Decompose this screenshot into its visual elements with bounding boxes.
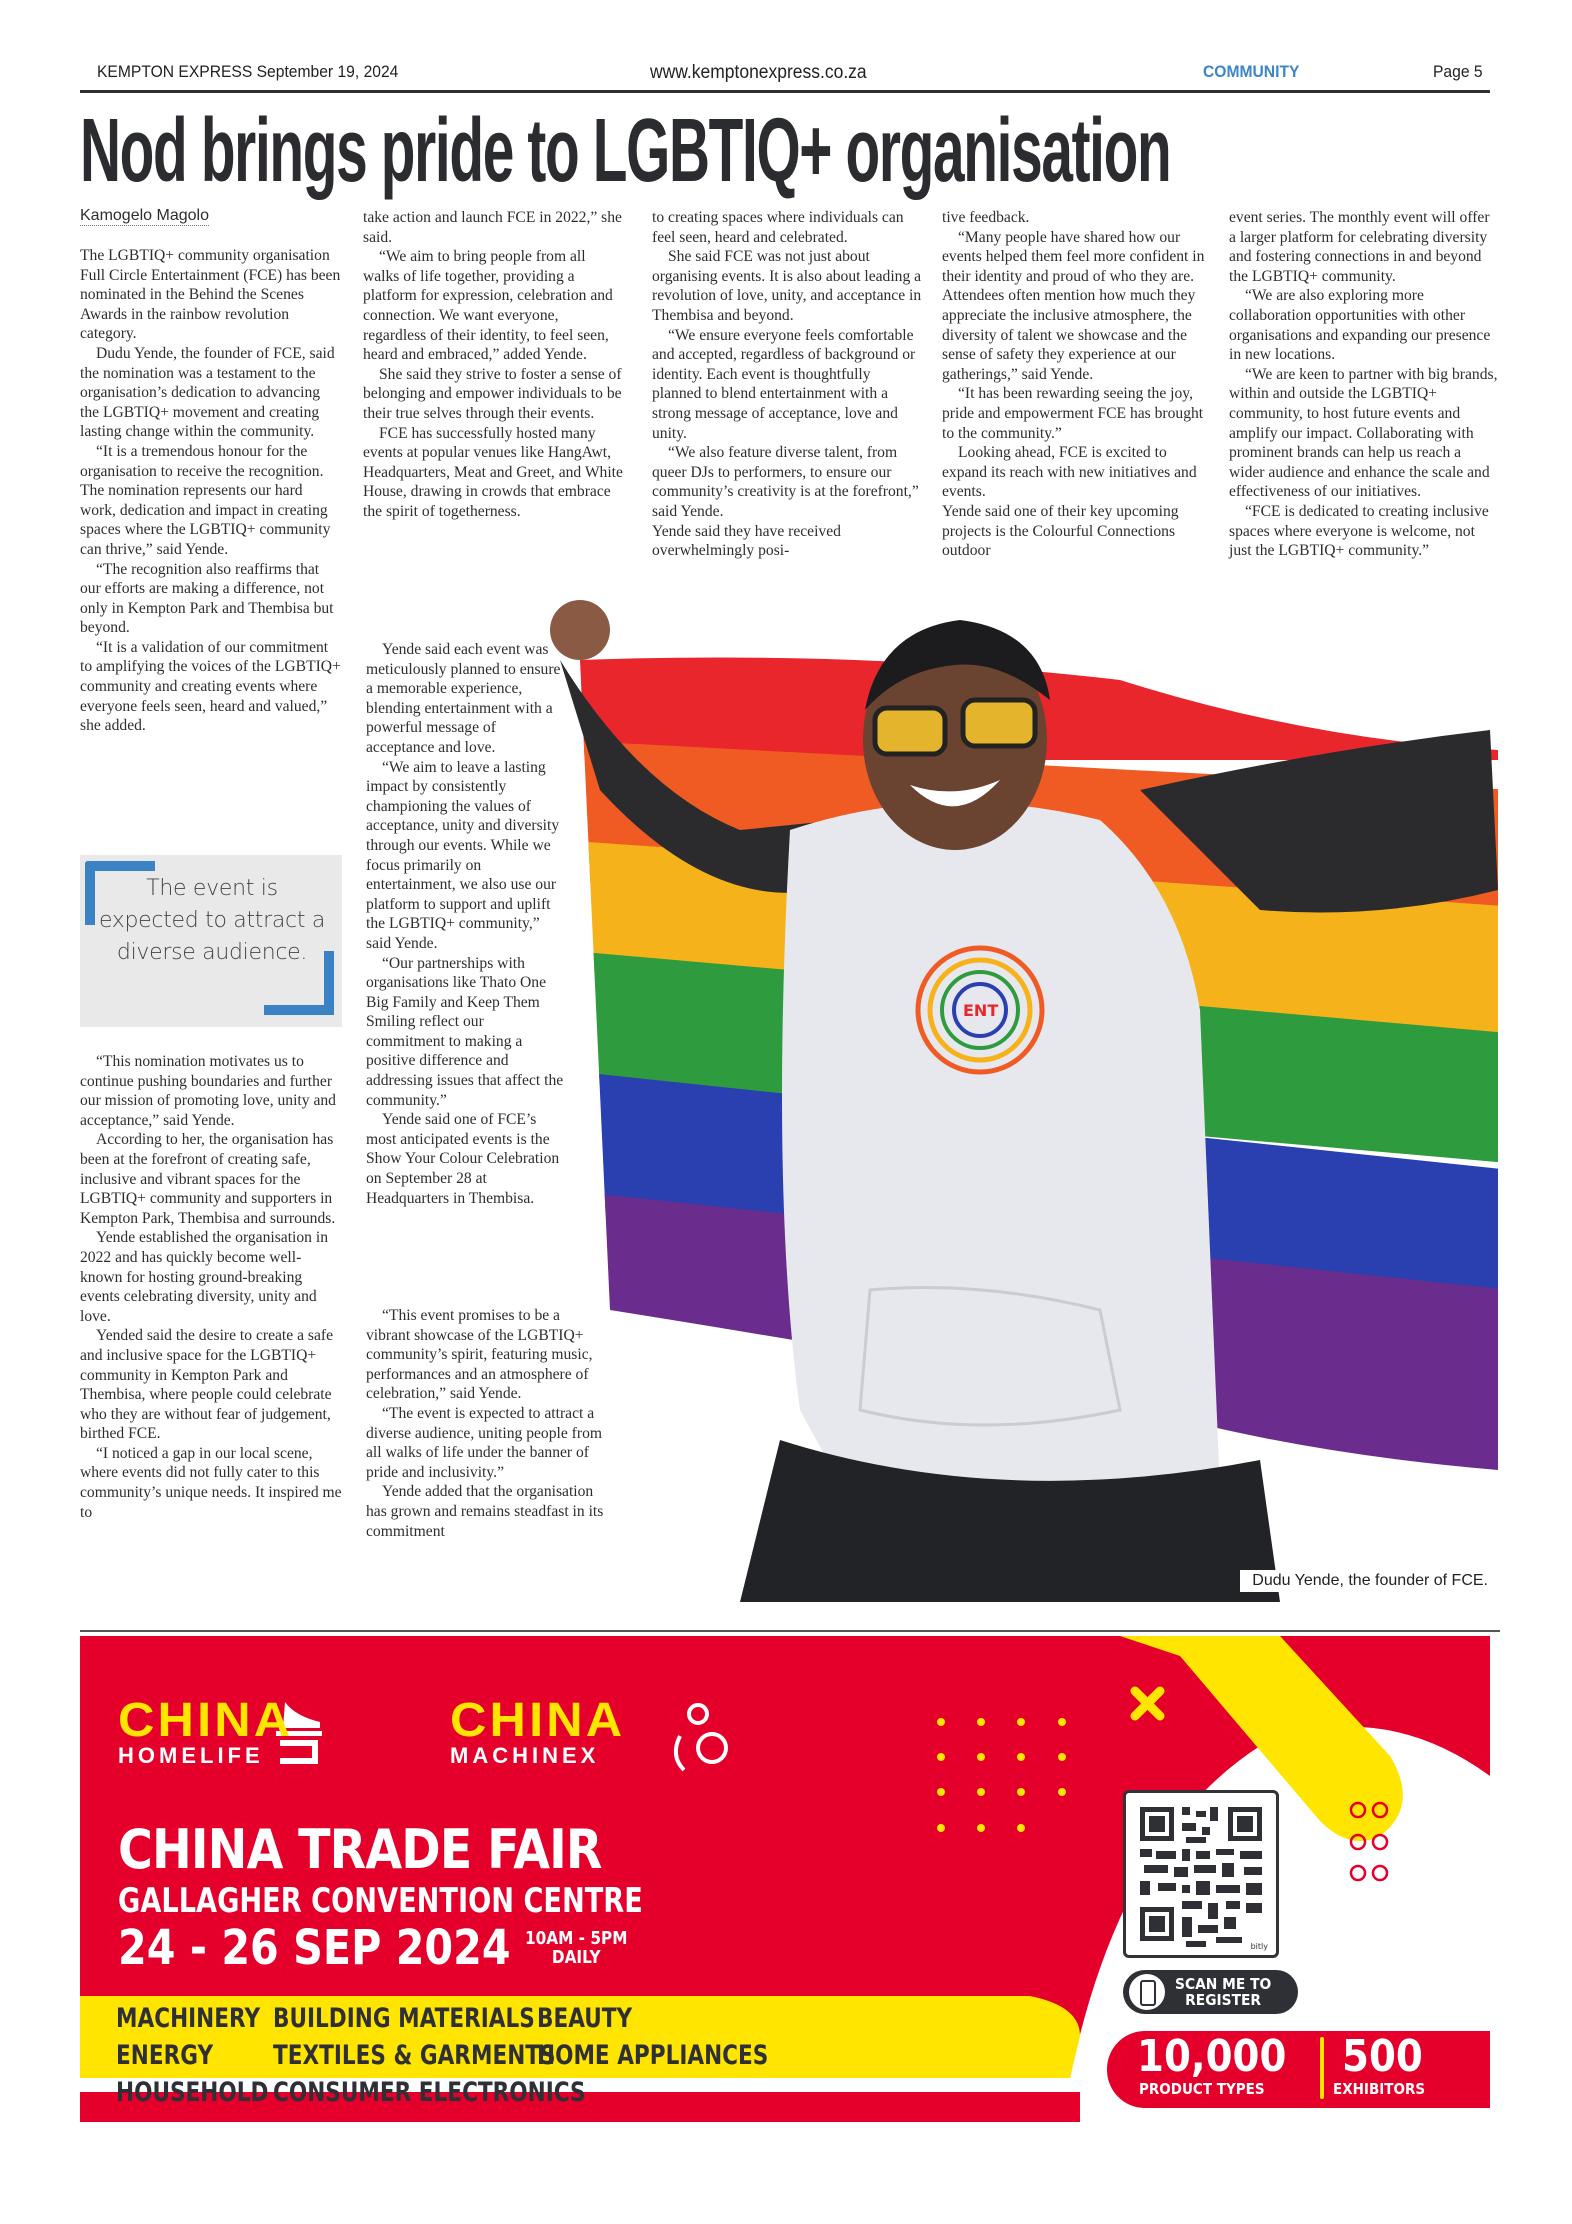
fair-statistics [1107,2031,1490,2108]
paper-name-date: KEMPTON EXPRESS September 19, 2024 [97,62,399,81]
article-paragraph: Dudu Yende, the founder of FCE, said the nomination was a testament to the organisation’s dedication to advancing the LGBTIQ+ movement and creating lasting change within the community. [80,344,335,441]
scan-text: SCAN ME TO REGISTER [1175,1975,1272,2009]
article-paragraph: Yende said they have received overwhelmingly posi- [652,522,841,560]
mobile-phone-icon [1129,1974,1165,2010]
scan-to-register-badge[interactable] [1123,1970,1298,2014]
article-paragraph: “We aim to leave a lasting impact by consistently championing the values of acceptance, unity and diversity through our events. While we focus primarily on entertainment, we also use our platform to support and uplift the LGBTIQ+ community,” said Yende. [366,758,560,952]
website-url[interactable]: www.kemptonexpress.co.za [650,62,867,83]
rainbow-flag-photo [560,590,1498,1602]
article-paragraph: Yende added that the organisation has grown and remains steadfast in its commitment [366,1483,604,1540]
qr-code-icon [1126,1793,1276,1955]
pull-quote [80,855,342,1027]
article-paragraph: Yende said one of their key upcoming projects is the Colourful Connections outdoor [942,502,1179,560]
article-column-1 [80,246,342,736]
section-label: COMMUNITY [1203,62,1300,81]
category-item: BUILDING MATERIALS [273,2003,535,2034]
page-number: Page 5 [1433,62,1483,81]
product-categories [80,1996,1080,2108]
category-item: TEXTILES & GARMENTS [273,2040,556,2071]
article-paragraph: She said they strive to foster a sense of belonging and empower individuals to be their true selves through their events. [363,365,622,422]
article-paragraph: “This nomination motivates us to continue pushing boundaries and further our mission of promoting love, unity and acceptance,” said Yende. [80,1053,336,1129]
article-paragraph: “FCE is dedicated to creating inclusive spaces where everyone is welcome, not just the LGBTIQ+ community.” [1229,502,1489,560]
hours-time: 10AM - 5PM [525,1928,628,1949]
advert-divider [80,1630,1500,1632]
article-column-1-continued [80,1052,342,1522]
article-paragraph: Looking ahead, FCE is excited to expand its reach with new initiatives and events. [942,444,1197,501]
article-photo[interactable] [560,590,1498,1602]
article-paragraph: “We ensure everyone feels comfortable and accepted, regardless of background or identity. Each event is thoughtfully planned to blend entertainment with a strong message of acceptance, love and unity. [652,326,916,442]
pull-quote-text: The event is expected to attract a diverse audience. [98,876,326,965]
photo-caption: Dudu Yende, the founder of FCE. [1240,1570,1496,1592]
article-paragraph: Yende established the organisation in 2022 and has quickly become well-known for hosting ground-breaking events celebrating diversity, unity and love. [80,1229,329,1325]
article-paragraph: “It is a validation of our commitment to amplifying the voices of the LGBTIQ+ community and creating events where everyone feels seen, heard and valued,” she added. [80,638,341,735]
advert-title: CHINA TRADE FAIR [118,1818,602,1881]
exhibitors-label: EXHIBITORS [1333,2080,1426,2098]
product-types-count: 10,000 [1137,2031,1287,2082]
article-paragraph: “I noticed a gap in our local scene, where events did not fully cater to this community’s unique needs. It inspired me to [80,1444,342,1521]
advert-dates: 24 - 26 SEP 2024 [118,1920,511,1976]
product-types-label: PRODUCT TYPES [1139,2080,1265,2098]
stat-divider [1320,2037,1324,2099]
article-paragraph: Yende said each event was meticulously planned to ensure a memorable experience, blending entertainment with a powerful message of acceptance and love. [366,641,561,756]
china-machinex-logo [450,1694,626,1768]
article-paragraph: “Many people have shared how our events helped them feel more confident in their identity and proud of who they are. Attendees often mention how much they appreciate the inclusive atmosphere, the diversity of talent we showcase and the sense of safety they experience at our gatherings,” said Yende. [942,228,1205,383]
logo-china-text: CHINA [118,1694,294,1747]
article-paragraph: “Our partnerships with organisations like Thato One Big Family and Keep Them Smiling reflect our commitment to making a positive difference and addressing issues that affect the community.” [366,954,564,1109]
article-paragraph: FCE has successfully hosted many events at popular venues like HangAwt, Headquarters, Meat and Greet, and White House, drawing in crowds that embrace the spirit of togetherness. [363,424,623,520]
article-paragraph: “We are also exploring more collaboration opportunities with other organisations and expanding our presence in new locations. [1229,287,1491,364]
exhibitors-count: 500 [1342,2031,1423,2082]
article-paragraph: event series. The monthly event will offer a larger platform for celebrating diversity and fostering connections in and beyond the LGBTIQ+ community. [1229,209,1490,285]
logo-china-text: CHINA [450,1694,626,1747]
category-item: CONSUMER ELECTRONICS [273,2077,586,2108]
article-paragraph: “We aim to bring people from all walks of life together, providing a platform for expression, celebration and connection. We want everyone, regardless of their identity, to feel seen, heard and embraced,” added Yende. [363,248,613,364]
article-column-2 [363,208,625,522]
hours-daily: DAILY [551,1947,601,1968]
article-paragraph: Yende said one of FCE’s most anticipated events is the Show Your Colour Celebration on September 28 at Headquarters in Thembisa. [366,1111,560,1207]
article-paragraph: to creating spaces where individuals can feel seen, heard and celebrated. [652,209,904,246]
category-item: MACHINERY [116,2003,261,2034]
article-paragraph: “The recognition also reaffirms that our efforts are making a difference, not only in Kempton Park and Thembisa but beyond. [80,560,334,637]
article-paragraph: take action and launch FCE in 2022,” she said. [363,209,622,246]
article-paragraph: “This event promises to be a vibrant showcase of the LGBTIQ+ community’s spirit, featuring music, performances and an atmosphere of celebration,” said Yende. [366,1307,593,1403]
registration-qr-code[interactable] [1123,1790,1279,1958]
china-homelife-logo [118,1694,294,1768]
svg-text:ENT: ENT [963,1001,999,1020]
article-column-5 [1229,208,1499,561]
article-paragraph: According to her, the organisation has been at the forefront of creating safe, inclusive and vibrant spaces for the LGBTIQ+ community and supporters in Kempton Park, Thembisa and surrounds. [80,1131,336,1227]
category-item: HOUSEHOLD [116,2077,269,2108]
logo-machinex-text: MACHINEX [450,1743,600,1768]
article-paragraph: She said FCE was not just about organising events. It is also about leading a revolution of love, unity, and acceptance in Thembisa and beyond. [652,248,922,324]
category-item: BEAUTY [537,2003,633,2034]
advert-venue: GALLAGHER CONVENTION CENTRE [118,1881,643,1921]
article-paragraph: The LGBTIQ+ community organisation Full Circle Entertainment (FCE) has been nominated in the Behind the Scenes Awards in the rainbow revolution category. [80,247,341,343]
category-item: ENERGY [116,2040,214,2071]
qr-label: bitly [1250,1942,1268,1951]
advertisement-china-trade-fair[interactable] [80,1636,1490,2108]
article-headline: Nod brings pride to LGBTIQ+ organisation [80,100,1171,201]
masthead [80,62,1490,90]
advert-hours [525,1929,627,1967]
category-item: HOME APPLIANCES [537,2040,769,2071]
article-paragraph: “It is a tremendous honour for the organisation to receive the recognition. The nomination represents our hard work, dedication and impact in creating spaces where the LGBTIQ+ community can thrive,” said Yende. [80,442,331,558]
article-column-3 [652,208,922,561]
article-paragraph: “We are keen to partner with big brands, within and outside the LGBTIQ+ community, to host future events and amplify our impact. Collaborating with prominent brands can help us reach a wider audience and enhance the scale and effectiveness of our initiatives. [1229,365,1498,501]
masthead-rule [80,90,1490,93]
byline: Kamogelo Magolo [80,207,209,224]
article-paragraph: “It has been rewarding seeing the joy, pride and empowerment FCE has brought to the community.” [942,385,1204,442]
article-column-4 [942,208,1214,561]
article-paragraph: Yended said the desire to create a safe and inclusive space for the LGBTIQ+ community in Kempton Park and Thembisa, where people could celebrate who they are without fear of judgement, birthed FCE. [80,1327,333,1443]
article-column-2-narrow [366,640,564,1208]
article-paragraph: tive feedback. [942,209,1030,226]
article-paragraph: “We also feature diverse talent, from queer DJs to performers, to ensure our community’s creativity is at the forefront,” said Yende. [652,444,919,520]
logo-homelife-text: HOMELIFE [118,1743,264,1768]
article-paragraph: “The event is expected to attract a diverse audience, uniting people from all walks of life under the banner of pride and inclusivity.” [366,1404,602,1481]
